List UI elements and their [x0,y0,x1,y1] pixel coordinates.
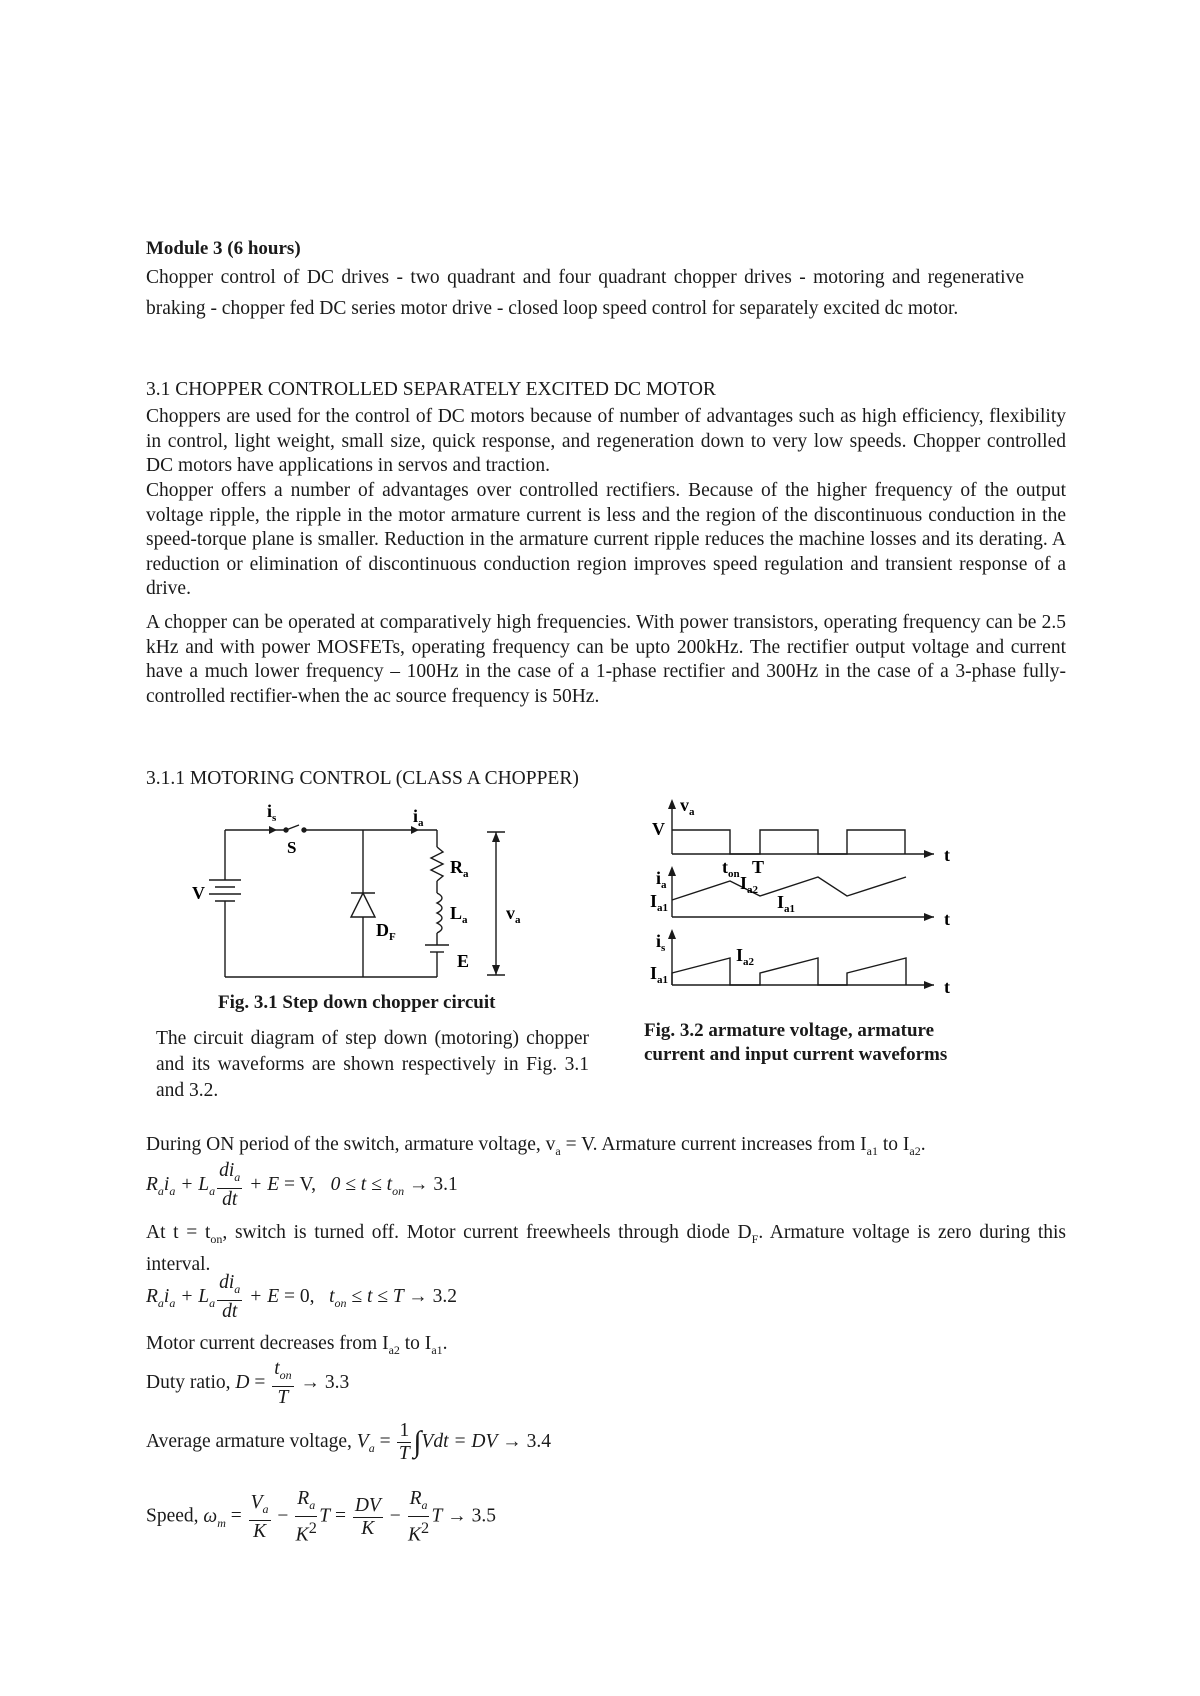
equation-3-1: $R_ai_a + L_a$ $\frac{di_a}{dt}$ + E = V, $0 \le t \le t_{on} \to 3.1$ [146,1160,458,1210]
paragraph-choppers-advantages: Choppers are used for the control of DC motors because of number of advantages such as high efficiency, flexibility in control, light weight, small size, quick response, and regeneration down to very low speeds. Chopper controlled DC motors have applications in servos and traction. [146,406,1066,476]
label-is-axis: $i_s$ [656,931,666,954]
equation-3-2: $R_ai_a + L_a$ $\frac{di_a}{dt}$ + E = 0, $t_{on} \le t \le T \to 3.2$ [146,1272,457,1322]
label-Ia1-is: $I_{a1}$ [650,963,669,986]
fig-3-1-caption: Fig. 3.1 Step down chopper circuit [218,992,496,1013]
inductor-symbol [437,893,442,933]
label-ia: $i_a$ [413,806,424,829]
ia-waveform [672,877,906,900]
label-emf: E [457,951,470,971]
label-Ia2-is: $I_{a2}$ [736,945,755,968]
label-V: V [652,819,665,839]
section-heading-3-1: 3.1 CHOPPER CONTROLLED SEPARATELY EXCITED DC MOTOR [146,379,716,400]
is-arrow [269,826,277,834]
label-va-axis: $v_a$ [680,795,695,818]
is-waveform [672,958,906,985]
fig-3-2-caption-line-1: Fig. 3.2 armature voltage, armature [644,1020,935,1041]
diode-symbol [351,893,375,917]
label-diode: $D_F$ [376,920,396,943]
label-t-1: t [944,845,950,865]
label-switch: S [287,838,297,857]
label-T: T [752,857,765,877]
label-t-3: t [944,977,950,997]
fig-3-2-caption-line-2: current and input current waveforms [644,1044,948,1065]
equation-3-3: Duty ratio, D = $\frac{t_{on}}{T}$ → 3.3 [146,1358,350,1408]
module-summary: Chopper control of DC drives - two quadrant and four quadrant chopper drives - motoring and regenerative braking - chopper fed DC series motor drive - closed loop speed control for separately excited dc motor. [146,267,1024,319]
module-title: Module 3 (6 hours) [146,238,301,259]
label-Ia1: $I_{a1}$ [777,892,796,915]
fig-description: The circuit diagram of step down (motoring) chopper and its waveforms are shown respectively in Fig. 3.1 and 3.2. [156,1028,589,1101]
label-ton: $t_{on}$ [722,857,740,880]
label-Ia1-axis: $I_{a1}$ [650,891,669,914]
current-decrease-text: Motor current decreases from $I_{a2}$ to $I_{a1}$. [146,1333,448,1357]
label-is: $i_s$ [267,801,277,824]
off-period-text: At $t = t_{on}$, switch is turned off. Motor current freewheels through diode $D_F$. Armature voltage is zero during this interval. [146,1222,1066,1275]
resistor-symbol [431,847,443,881]
label-ia-axis: $i_a$ [656,868,667,891]
label-t-2: t [944,909,950,929]
equation-3-5: Speed, $\omega_m$ = $\frac{V_a}{K}$ − $\frac{R_a}{K^2}$ T = $\frac{DV}{K}$ − $\frac{R_a}{K^2}$ T → 3.5 [146,1488,496,1546]
step-down-chopper-circuit [191,795,581,995]
label-source: V [192,883,205,903]
paragraph-chopper-vs-rectifier: Chopper offers a number of advantages over controlled rectifiers. Because of the higher frequency of the output voltage ripple, the ripple in the motor armature current is less and the region of the discontinuous conduction in the speed-torque plane is smaller. Reduction in the armature current ripple reduces the machine losses and its derating. A reduction or elimination of discontinuous conduction region improves speed regulation and transient response of a drive. [146,480,1066,599]
va-waveform [672,830,905,854]
paragraph-chopper-frequency: A chopper can be operated at comparatively high frequencies. With power transistors, operating frequency can be 2.5 kHz and with power MOSFETs, operating frequency can be upto 200kHz. The rectifier output voltage and current have a much lower frequency – 100Hz in the case of a 1-phase rectifier and 300Hz in the case of a 3-phase fully-controlled rectifier-when the ac source frequency is 50Hz. [146,612,1066,707]
label-resistor: $R_a$ [450,857,469,880]
label-va: $v_a$ [506,903,521,926]
on-period-text: During ON period of the switch, armature voltage, $v_a = V$. Armature current increases from $I_{a1}$ to $I_{a2}$. [146,1134,926,1158]
label-Ia2: $I_{a2}$ [740,873,759,896]
section-heading-3-1-1: 3.1.1 MOTORING CONTROL (CLASS A CHOPPER) [146,768,579,789]
equation-3-4: Average armature voltage, $V_a$ = $\frac{1}{T}$ ∫Vdt = DV → 3.4 [146,1420,552,1464]
label-inductor: $L_a$ [450,903,468,926]
switch-contact-left [284,828,288,832]
armature-waveforms [634,795,1044,1010]
